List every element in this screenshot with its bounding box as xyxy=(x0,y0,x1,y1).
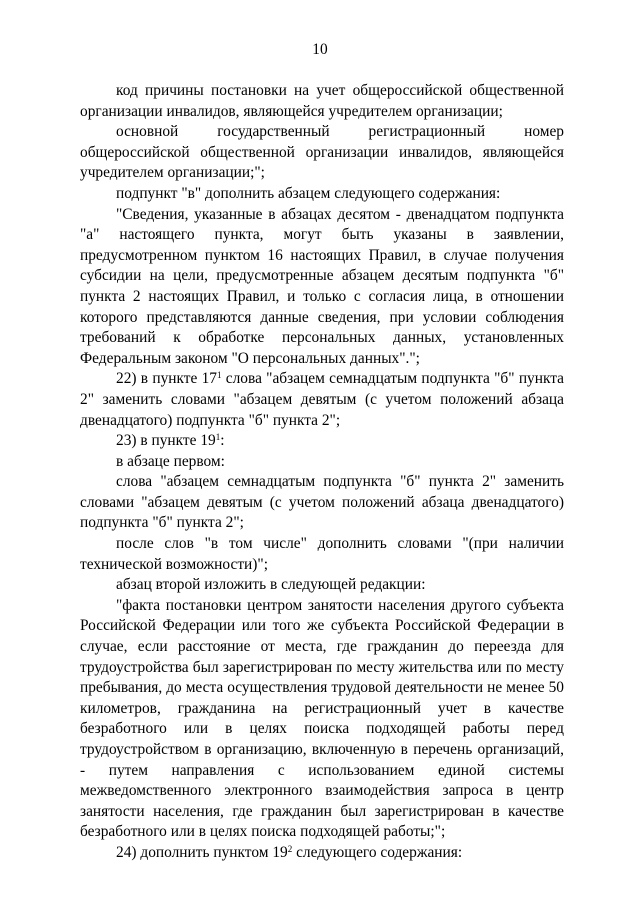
paragraph-text: "Сведения, указанные в абзацах десятом - двенадцатом подпункта "а" настоящего пункта, могут быть указаны в заявлении, предусмотренном пунктом 16 настоящих Правил, в случае получения субсидии на цели, предусмотренные абзацем десятым подпункта "б" пункта 2 настоящих Правил, и только с согласия лица, в отношении которого представляются данные сведения, при условии соблюдения требований к обработке персональных данных, установленных Федеральным законом "О персональных данных"."; xyxy=(80,205,564,367)
paragraph-text: 24) дополнить пунктом 19 xyxy=(116,843,288,861)
paragraph xyxy=(80,431,564,452)
paragraph xyxy=(80,843,564,864)
paragraph xyxy=(80,596,564,843)
paragraph-text: следующего содержания: xyxy=(292,843,463,861)
page-number: 10 xyxy=(312,41,328,58)
paragraph xyxy=(80,452,564,473)
paragraph-text: абзац второй изложить в следующей редакции: xyxy=(116,576,426,594)
paragraph xyxy=(80,472,564,534)
paragraph-text: подпункт "в" дополнить абзацем следующего содержания: xyxy=(116,184,501,202)
paragraph xyxy=(80,122,564,184)
paragraph xyxy=(80,205,564,370)
superscript: 1 xyxy=(215,432,221,443)
paragraph-text: код причины постановки на учет общероссийской общественной организации инвалидов, являющейся учредителем организации; xyxy=(80,82,564,120)
paragraph-text: "факта постановки центром занятости населения другого субъекта Российской Федерации или того же субъекта Российской Федерации в случае, если расстояние от места, где гражданин до переезда для трудоустройства был зарегистрирован по месту жительства или по месту пребывания, до места осуществления трудовой деятельности не менее 50 километров, гражданина на регистрационный учет в качестве безработного или в целях поиска подходящей работы перед трудоустройством в организацию, включенную в перечень организаций, - путем направления с использованием единой системы межведомственного электронного взаимодействия запроса в центр занятости населения, где гражданин был зарегистрирован в качестве безработного или в целях поиска подходящей работы;"; xyxy=(80,596,564,841)
paragraph-text: 22) в пункте 17 xyxy=(116,370,218,388)
paragraph xyxy=(80,534,564,575)
paragraph xyxy=(80,575,564,596)
paragraph xyxy=(80,184,564,205)
superscript: 2 xyxy=(287,843,293,854)
paragraph-text: после слов "в том числе" дополнить словами "(при наличии технической возможности)"; xyxy=(80,535,564,573)
document-body xyxy=(80,81,564,864)
paragraph-text: слова "абзацем семнадцатым подпункта "б" пункта 2" заменить словами "абзацем девятым (с учетом положений абзаца двенадцатого) подпункта "б" пункта 2"; xyxy=(80,370,564,429)
paragraph xyxy=(80,81,564,122)
paragraph-text: в абзаце первом: xyxy=(116,452,225,470)
paragraph-text: слова "абзацем семнадцатым подпункта "б" пункта 2" заменить словами "абзацем девятым (с учетом положений абзаца двенадцатого) подпункта "б" пункта 2"; xyxy=(80,473,564,532)
paragraph-text: основной государственный регистрационный номер общероссийской общественной организации инвалидов, являющейся учредителем организации;"; xyxy=(80,123,564,182)
paragraph-text: : xyxy=(220,432,225,450)
paragraph-text: 23) в пункте 19 xyxy=(116,432,216,450)
superscript: 1 xyxy=(217,370,222,381)
paragraph xyxy=(80,369,564,431)
